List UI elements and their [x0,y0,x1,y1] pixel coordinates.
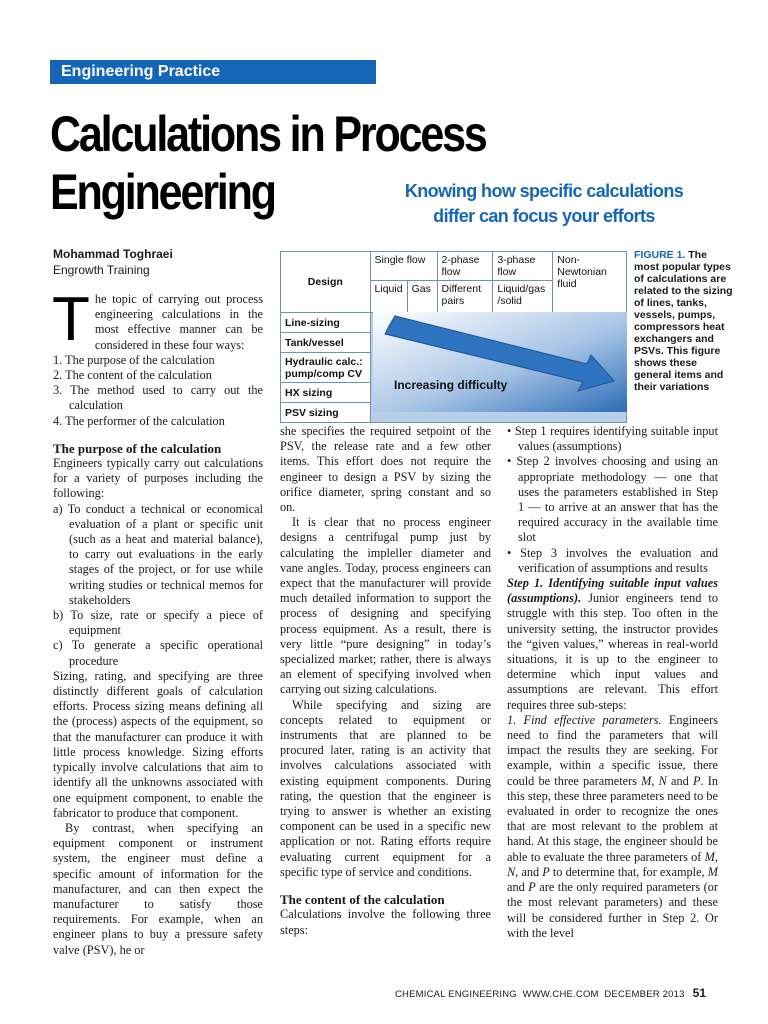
journal-name: CHEMICAL ENGINEERING [395,989,517,1000]
four-ways-list [53,353,263,429]
single-flow-header: Single flow [370,252,437,281]
intro-text: he topic of carrying out process engineering calculations in the most effective manner can be considered in these four ways: [94,292,263,352]
step-bullet-text: Step 1 requires identifying suitable input values (assumptions) [514,424,718,454]
substep-text: . In this step, these three parameters need to be evaluated in order to recognize the ones that are most relevant to the problem at hand. At this stage, the engineer should be able to evaluate the three parameters of [507,773,718,864]
issue-date: DECEMBER 2013 [604,989,685,1000]
article-title-line2: Engineering [50,164,275,220]
row-label-tank-vessel: Tank/vessel [281,333,371,353]
paragraph: Engineers typically carry out calculations for a variety of purposes including the following: [53,456,263,501]
three-phase-header: 3-phase flow [493,252,553,281]
drop-cap: T [52,285,90,354]
figure-caption-label: FIGURE 1. [634,249,686,261]
section-banner: Engineering Practice [50,60,376,84]
separator: and [518,864,543,879]
paragraph [507,713,718,941]
list-item: a) To conduct a technical or economical evaluation of a plant or specific unit (such as a heat and material balance), to carry out evaluations in the early stages of the project, or for use while writing studies or technical memos for stakeholders [53,501,263,607]
purposes-list [53,502,263,669]
step1-text: Junior engineers tend to struggle with this step. Too often in the university setting, the instructor provides the “given values,” whereas in real-world situations, it is up to the engineer to determine which input values and assumptions are relevant. This effort requires three sub-steps: [507,591,718,712]
figure-caption-text: The most popular types of calculations are related to the sizing of lines, tanks, vessels, pumps, compressors heat exchangers and PSVs. This figure shows these general items and their variations [634,249,733,393]
steps-list [507,424,718,576]
figure-caption [634,249,734,393]
paragraph: By contrast, when specifying an equipment component or instrument system, the engineer must define a specific amount of information for the manufacturer, and can then expect the manufacturer to satisfy those requirements. For example, when an engineer plans to buy a pressure safety valve (PSV), he or [53,820,263,957]
substep-text: Engineers need to find the parameters that will impact the results they are seeking. For example, within a specific issue, there could be three parameters [507,712,719,788]
paragraph: Calculations involve the following three steps: [280,907,491,937]
step1-heading: Step 1. Identifying suitable input values (assumptions). [507,576,718,606]
separator: , [651,773,659,788]
row-label-psv-sizing: PSV sizing [281,403,371,423]
list-item: 3. The method used to carry out the calculation [53,383,263,413]
liquid-gas-solid-header: Liquid/gas /solid [493,281,553,313]
page-footer [395,986,720,1000]
list-item: 2. The content of the calculation [53,368,212,383]
section-heading-purpose: The purpose of the calculation [53,440,222,456]
section-heading-content: The content of the calculation [280,892,445,908]
variable: P [528,880,536,895]
intro-paragraph [52,285,263,354]
list-item: • Step 2 involves choosing and using an appropriate methodology — one that uses the parameters established in Step 1 — to arrive at an answer that has the required accuracy in the available time slot [507,454,718,545]
liquid-header: Liquid [370,281,407,313]
substep-text: to determine that, for example, [549,864,708,879]
gas-header: Gas [407,281,437,313]
substep-heading: 1. Find effective parameters. [507,712,662,727]
article-deck [380,179,708,229]
body-column-1 [52,285,263,958]
author-name: Mohammad Toghraei [53,247,173,261]
list-item: b) To size, rate or specify a piece of equipment [53,608,263,638]
paragraph: she specifies the required setpoint of the PSV, the release rate and a few other items. This effort does not require the engineer to design a PSV by sizing the orifice diameter, spring constant and so on. [280,424,491,515]
variable: N [658,773,667,788]
paragraph: It is clear that no process engineer designs a centrifugal pump just by calculating the impleller diameter and vane angles. Today, process engineers can expect that the manufacturer will provide much detailed information to support the process of designing and specifying process equipment. As a result, there is very little “pure designing” in today’s specialized market; rather, there is always an element of specifying involved when carrying out sizing calculations. [280,515,491,697]
byline [53,246,173,278]
different-pairs-header: Different pairs [437,281,493,313]
non-newtonian-header: Non-Newtonian fluid [553,252,627,313]
body-column-2 [280,424,491,938]
article-title-line1: Calculations in Process [50,106,486,162]
list-item: • Step 1 requires identifying suitable input values (assumptions) [507,424,718,454]
deck-line2: differ can focus your efforts [433,206,655,226]
variable: M [707,864,718,879]
page-number: 51 [692,986,707,1000]
step-bullet-text: Step 2 involves choosing and using an appropriate methodology — one that uses the parameters established in Step 1 — to arrive at an answer that has the required accuracy in the available time slot [516,454,718,545]
step-bullet-text: Step 3 involves the evaluation and verification of assumptions and results [518,545,718,575]
list-item: c) To generate a specific operational procedure [53,638,263,668]
substep-text: are the only required parameters (or the most relevant parameters) and these will be considered further in Step 2. Or with the level [507,880,718,940]
list-item: 4. The performer of the calculation [53,413,225,428]
two-phase-header: 2-phase flow [437,252,493,281]
deck-line1: Knowing how specific calculations [404,181,684,201]
separator: and [507,880,529,895]
paragraph: Sizing, rating, and specifying are three distinctly different goals of calculation efforts. Process sizing means defining all the (process) aspects of the equipment, so that the manufacturer can produce it with little process knowledge. Sizing efforts typically involve calculations that aim to identify all the unknowns associated with one equipment component, to enable the fabricator to produce that component. [53,668,263,820]
row-label-hx-sizing: HX sizing [281,383,371,403]
row-label-line-sizing: Line-sizing [281,313,371,333]
variable: M, N, [507,849,718,879]
variable: P [692,773,701,788]
separator: and [666,773,693,788]
body-column-3 [507,424,718,941]
author-affiliation: Engrowth Training [53,263,150,277]
arrow-label: Increasing difficulty [394,378,508,392]
design-header: Design [281,252,371,313]
paragraph [507,576,718,713]
variable: P [542,864,550,879]
journal-url: WWW.CHE.COM [522,989,599,1000]
difficulty-gradient [373,312,627,412]
row-label-hydraulic: Hydraulic calc.: pump/comp CV [281,353,371,383]
variable: M [641,773,652,788]
list-item: 1. The purpose of the calculation [53,352,215,367]
paragraph: While specifying and sizing are concepts related to equipment or instruments that are planned to be procured later, rating is an activity that involves calculations associated with existing equipment components. During rating, the question that the engineer is trying to answer is whether an existing component can be used in a specific new application or not. Rating efforts require evaluating current equipment for a specific type of service and conditions. [280,697,491,879]
list-item: • Step 3 involves the evaluation and verification of assumptions and results [507,545,718,575]
